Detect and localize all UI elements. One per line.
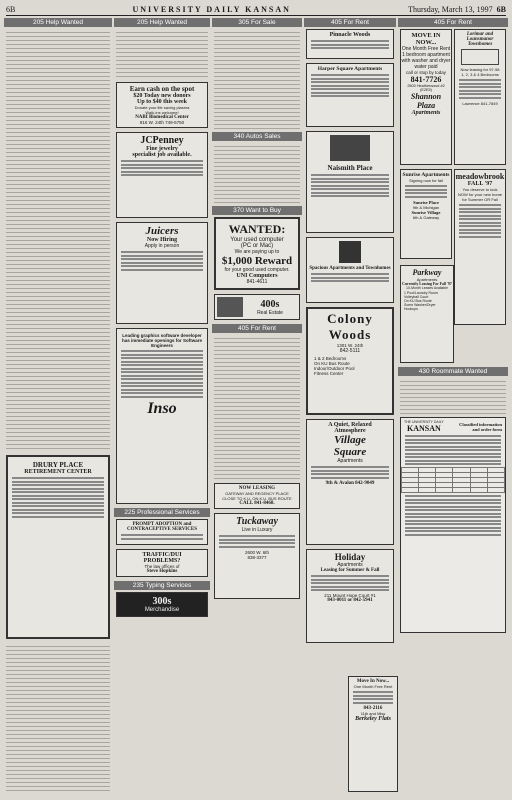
earn-cash-headline: Earn cash on the spot: [129, 85, 195, 93]
earn-cash-line3: Donate your life saving plasma: [134, 105, 190, 110]
tuckaway-ad: [214, 513, 300, 599]
jcpenney-ad: [116, 132, 208, 218]
holiday-phone: 843-0011 or 842-5941: [327, 598, 373, 603]
shannon-line1: One Month Free Rent: [401, 46, 451, 52]
section-typing: 235 Typing Services: [114, 581, 210, 590]
lorimar-line2: 1, 2, 3 & 4 Bedrooms: [461, 72, 499, 77]
help-wanted-listings: [6, 29, 110, 449]
header-left-page: 6B: [6, 4, 16, 14]
shannon-apartments: Apartments: [411, 110, 441, 116]
column-help-wanted: [4, 18, 112, 796]
wanted-line2: (PC or Mac): [240, 243, 274, 249]
section-help-wanted-2: 205 Help Wanted: [114, 18, 210, 27]
listings-block: [116, 29, 208, 79]
inso-ad: [116, 328, 208, 504]
pinnacle-name: Pinnacle Woods: [329, 32, 371, 38]
nabi-name: NABI Biomedical Center: [135, 115, 189, 120]
lorimar-phone: Lawrence 841-7849: [462, 100, 498, 106]
village-logo-3: Apartments: [337, 458, 363, 464]
naismith-place-ad: [306, 131, 394, 233]
shannon-headline: MOVE IN NOW...: [411, 32, 441, 46]
adoption-headline: PROMPT ADOPTION and CONTRACEPTIVE SERVICES: [127, 522, 197, 532]
earn-cash-line4: Walk-ins welcome!: [145, 110, 179, 115]
berkeley-address: 11th and Miss: [360, 710, 386, 716]
house-icon: [217, 297, 243, 317]
inso-headline: Leading graphics software developer has immediate openings for Software Engineers: [121, 333, 202, 348]
header-date: Thursday, March 13, 1997: [408, 4, 493, 14]
berkeley-headline: Move In Now...: [356, 679, 390, 684]
colony-woods-logo-2: Woods: [328, 327, 372, 342]
shannon-line3: with washer and dryer: [401, 58, 451, 64]
gateway-line1: NOW LEASING: [238, 486, 276, 491]
shannon-line2: 1 bedroom apartment: [402, 52, 450, 58]
parkway-feature-4: Some Washer/Dryer Hookups: [404, 303, 436, 311]
lorimar-ad: [454, 29, 506, 165]
harper-name: Harper Square Apartments: [317, 66, 383, 72]
wanted-computer-ad: [214, 217, 300, 290]
sunrise-line1: Signing now for fall: [409, 178, 443, 183]
gateway-line2: GATEWAY AND REGENCY PLACE: [225, 491, 289, 496]
header-page-number: 6B: [496, 4, 506, 14]
tuckaway-phone: 838-3377: [247, 554, 267, 560]
wanted-line1: Your used computer: [230, 237, 284, 243]
holiday-leasing: Leasing for Summer & Fall: [320, 568, 380, 573]
form-masthead-2: KANSAN: [406, 424, 441, 433]
section-for-rent-c4: 405 For Rent: [304, 18, 396, 27]
jcpenney-line1: Fine jewelry: [146, 146, 178, 152]
section-professional: 225 Professional Services: [114, 508, 210, 517]
parkway-leases: 10-Month Leases Available: [406, 286, 448, 290]
shannon-line5: call or stop by today: [405, 70, 447, 75]
shannon-plaza-ad: [400, 29, 452, 165]
merchandise-number: 300s: [152, 595, 172, 607]
traffic-line2: PROBLEMS?: [143, 557, 181, 564]
village-headline-2: Atmosphere: [334, 428, 366, 434]
roommate-listings: [400, 378, 506, 414]
wanted-reward: $1,000 Reward: [221, 255, 293, 267]
village-address: 9th & Avalon 842-9049: [325, 480, 375, 486]
parkway-feature-3: On KU Bus Route: [404, 299, 432, 303]
jcpenney-line2: specialist job available.: [132, 152, 192, 158]
lorimar-name-1: Lorimar and: [466, 32, 494, 37]
lorimar-name-2: Lounsmanor: [466, 37, 494, 42]
real-estate-label: Real Estate: [257, 309, 283, 316]
wanted-phone: 841-4611: [246, 279, 268, 285]
wanted-line4: for your good used computer.: [224, 267, 290, 273]
naismith-name: Naismith Place: [327, 164, 373, 172]
tuckaway-address: 2600 W. 6th: [244, 549, 270, 555]
shannon-line4: water paid: [414, 64, 438, 70]
wanted-company: UNI Computers: [236, 273, 278, 279]
shannon-logo: Shannon Plaza: [410, 92, 442, 110]
gateway-phone: CALL 841-8468.: [239, 501, 275, 506]
village-headline-1: A Quiet, Relaxed: [328, 422, 372, 428]
section-help-wanted: 205 Help Wanted: [4, 18, 112, 27]
merchandise-label: Merchandise: [144, 606, 180, 613]
sunrise-place-addr: 9th & Michigan: [412, 204, 440, 210]
wanted-line3: We are paying up to: [234, 249, 280, 255]
parkway-logo: Parkway: [412, 268, 442, 277]
wanted-headline: WANTED:: [228, 222, 286, 236]
lorimar-line1: Now leasing for 97-98: [460, 67, 500, 72]
jcpenney-logo: JCPenney: [140, 135, 184, 146]
village-logo-2: Square: [333, 446, 367, 458]
sunrise-village-addr: 6th & Gateway: [412, 214, 440, 220]
meadowbrook-fall: FALL '97: [467, 181, 493, 187]
colony-feature-3: Indoor/Outdoor Pool: [314, 366, 355, 371]
juicers-now-hiring: Now Hiring: [146, 237, 178, 243]
holiday-name: Holiday: [334, 552, 366, 562]
real-estate-banner: [214, 294, 300, 320]
form-title-1: Classified information: [459, 421, 502, 427]
traffic-ad: [116, 549, 208, 577]
real-estate-number: 400s: [260, 298, 280, 310]
earn-cash-line2: Up to $40 this week: [136, 99, 187, 105]
traffic-line1: TRAFFIC/DUI: [142, 551, 182, 558]
gateway-line3: CLOSE TO K.U. ON K.U. BUS ROUTE: [222, 496, 292, 501]
holiday-address: 211 Mount Hope Court #1: [324, 593, 376, 598]
colony-feature-4: Fitness Center: [314, 371, 344, 376]
adoption-ad: [116, 519, 208, 545]
holiday-apartments: Apartments: [337, 562, 363, 568]
meadowbrook-line2: NOW for your new home: [457, 192, 502, 197]
village-square-ad: [306, 419, 394, 545]
shannon-address: 2500 Heatherwood #2 (E2E5): [407, 84, 445, 92]
newspaper-title: UNIVERSITY DAILY KANSAN: [132, 4, 291, 14]
parkway-feature-1: 1 Pool/Laundry Room: [404, 291, 438, 295]
gateway-ad: [214, 483, 300, 509]
meadowbrook-line3: for Summer OR Fall: [462, 197, 498, 202]
section-for-rent-c3: 405 For Rent: [212, 324, 302, 333]
help-wanted-listings-2: [6, 643, 110, 793]
column-5: [398, 18, 508, 796]
spacious-apartments-ad: [306, 237, 394, 303]
parkway-feature-2: Volleyball Court: [404, 295, 429, 299]
juicers-apply: Apply in person: [144, 243, 180, 249]
sunrise-name: Sunrise Apartments: [402, 172, 450, 178]
colony-phone: 842-5111: [339, 348, 361, 354]
shannon-phone: 841-7726: [410, 75, 442, 84]
sunrise-ad: [400, 169, 452, 259]
tuckaway-logo: Tuckaway: [236, 516, 278, 527]
section-autos: 340 Autos Sales: [212, 132, 302, 141]
autos-listings: [214, 143, 300, 203]
meadowbrook-ad: [454, 169, 506, 325]
sunrise-place: Sunrise Place: [413, 199, 439, 205]
sunrise-village: Sunrise Village: [411, 209, 441, 215]
earn-cash-ad: [116, 82, 208, 128]
parkway-ad: [400, 265, 454, 363]
colony-feature-1: 1 & 2 Bedrooms: [314, 356, 347, 361]
colony-woods-ad: [306, 307, 394, 415]
lorimar-name-3: Townhomes: [467, 42, 493, 47]
drury-place-ad: [6, 455, 110, 639]
parkway-apartments: Apartments: [416, 277, 438, 282]
drury-name: DRURY PLACE: [32, 461, 84, 469]
nabi-address: 816 W. 24th 749-5750: [139, 120, 185, 125]
for-sale-listings: [214, 29, 300, 129]
colony-address: 1301 W. 24th: [336, 343, 364, 348]
juicers-ad: [116, 222, 208, 324]
section-roommate: 430 Roommate Wanted: [398, 367, 508, 376]
merchandise-banner: [116, 592, 208, 617]
section-for-rent-c5: 405 For Rent: [398, 18, 508, 27]
rate-table: [401, 467, 505, 493]
meadowbrook-line1: You deserve to look: [462, 187, 498, 192]
juicers-logo: Juicers: [145, 225, 179, 237]
berkeley-phone: 843-2116: [363, 705, 383, 711]
berkeley-line1: One Month Free Rent: [353, 684, 393, 689]
pinnacle-woods-ad: [306, 29, 394, 59]
drury-subtitle: RETIREMENT CENTER: [24, 469, 92, 475]
traffic-line3: The law offices of: [144, 563, 180, 569]
column-2: [114, 18, 210, 796]
column-3: [212, 18, 302, 796]
traffic-line4: Steve Hopkins: [146, 568, 178, 574]
parkway-headline: Currently Leasing For Fall '97: [402, 282, 452, 286]
spacious-name: Spacious Apartments and Townhomes: [309, 266, 391, 271]
tuckaway-tag: Live in Luxury: [241, 527, 273, 533]
naismith-photo: [330, 135, 370, 161]
village-logo-1: Village: [334, 434, 366, 446]
townhome-icon: [461, 49, 499, 65]
colony-woods-logo-1: Colony: [327, 311, 373, 326]
page-header: [6, 3, 506, 16]
berkeley-logo: Berkeley Flats: [355, 715, 391, 722]
harper-square-ad: [306, 63, 394, 127]
form-masthead-1: THE UNIVERSITY DAILY: [404, 420, 444, 424]
berkeley-flats-ad: [348, 676, 398, 792]
spacious-logo-icon: [339, 241, 361, 263]
for-rent-listings: [214, 335, 300, 480]
inso-logo: Inso: [147, 399, 177, 417]
meadowbrook-logo: meadowbrook: [455, 172, 505, 181]
section-for-sale: 305 For Sale: [212, 18, 302, 27]
earn-cash-line1: $20 Today new donors: [133, 93, 191, 99]
form-title-2: and order form: [472, 426, 502, 432]
section-want-to-buy: 370 Want to Buy: [212, 206, 302, 215]
classified-order-form[interactable]: [400, 417, 506, 633]
holiday-apartments-ad: [306, 549, 394, 643]
colony-feature-2: On KU Bus Route: [314, 361, 350, 366]
